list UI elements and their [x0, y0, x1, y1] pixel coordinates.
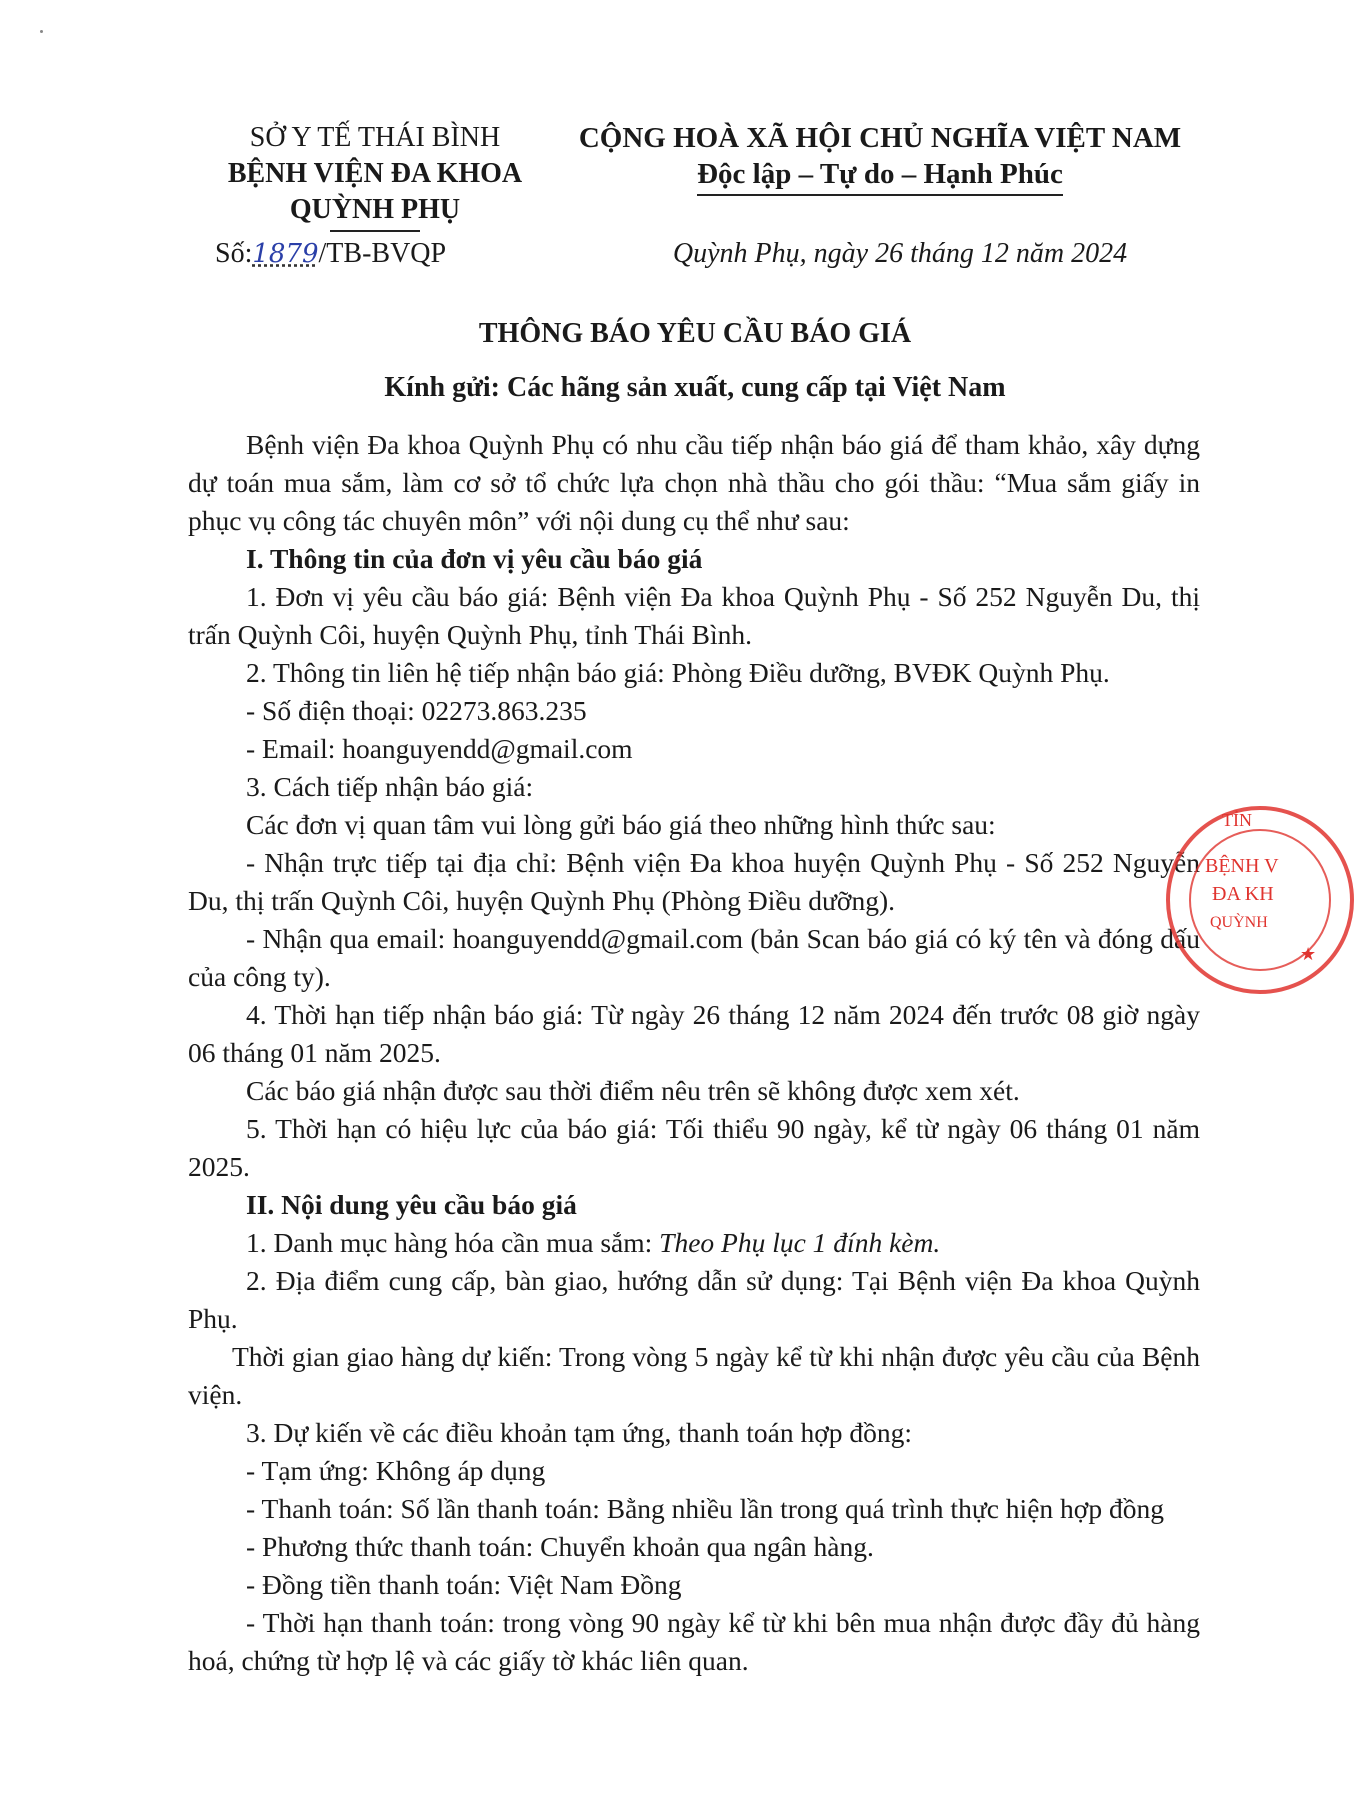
national-motto: Độc lập – Tự do – Hạnh Phúc [697, 156, 1063, 196]
stamp-text-top: TỈN [1222, 810, 1252, 830]
item-1-5: 5. Thời hạn có hiệu lực của báo giá: Tối thiểu 90 ngày, kể từ ngày 06 tháng 01 năm 2025. [188, 1113, 1200, 1182]
stamp-star-icon: ★ [1300, 944, 1317, 965]
issuer-name-line2: QUỲNH PHỤ [290, 192, 460, 228]
item-1-3: 3. Cách tiếp nhận báo giá: [246, 771, 534, 802]
item-2-1-value: Theo Phụ lục 1 đính kèm. [659, 1227, 941, 1258]
document-number [215, 238, 446, 270]
item-2-1-label: 1. Danh mục hàng hóa cần mua sắm: [246, 1227, 660, 1258]
item-1-4: 4. Thời hạn tiếp nhận báo giá: Từ ngày 26 tháng 12 năm 2024 đến trước 08 giờ ngày 06 tháng 01 năm 2025. [188, 999, 1200, 1068]
intro-paragraph: Bệnh viện Đa khoa Quỳnh Phụ có nhu cầu tiếp nhận báo giá để tham khảo, xây dựng dự toán mua sắm, làm cơ sở tổ chức lựa chọn nhà thầu cho gói thầu: “Mua sắm giấy in phục vụ công tác chuyên môn” với nội dung cụ thể như sau: [188, 429, 1200, 536]
advance-line: - Tạm ứng: Không áp dụng [246, 1455, 546, 1486]
section-1-heading: I. Thông tin của đơn vị yêu cầu báo giá [246, 543, 703, 574]
doc-no-prefix: Số: [215, 238, 253, 269]
email-line: - Email: hoanguyendd@gmail.com [246, 733, 633, 764]
item-1-3-direct: - Nhận trực tiếp tại địa chỉ: Bệnh viện Đa khoa huyện Quỳnh Phụ - Số 252 Nguyễn Du, thị trấn Quỳnh Côi, huyện Quỳnh Phụ (Phòng Điều dưỡng). [188, 847, 1200, 916]
document-body [188, 426, 1200, 1680]
section-2-heading: II. Nội dung yêu cầu báo giá [246, 1189, 577, 1220]
stamp-text-1: BỆNH V [1205, 855, 1279, 877]
scan-speck [40, 30, 43, 33]
red-seal-stamp [1160, 800, 1360, 1000]
greeting: Kính gửi: Các hãng sản xuất, cung cấp tại Việt Nam [384, 372, 1006, 403]
doc-no-handwritten: 1879 [252, 239, 319, 269]
document-title: THÔNG BÁO YÊU CẦU BÁO GIÁ [478, 318, 912, 349]
payment-term-line: - Thời hạn thanh toán: trong vòng 90 ngày kể từ khi bên mua nhận được đầy đủ hàng hoá, chứng từ hợp lệ và các giấy tờ khác liên quan. [188, 1607, 1200, 1676]
stamp-text-2: ĐA KH [1212, 883, 1274, 905]
item-1-1: 1. Đơn vị yêu cầu báo giá: Bệnh viện Đa khoa Quỳnh Phụ - Số 252 Nguyễn Du, thị trấn Quỳnh Côi, huyện Quỳnh Phụ, tỉnh Thái Bình. [188, 581, 1200, 650]
phone-line: - Số điện thoại: 02273.863.235 [246, 695, 587, 726]
document-date: Quỳnh Phụ, ngày 26 tháng 12 năm 2024 [672, 238, 1128, 269]
national-heading [560, 120, 1200, 196]
item-1-4-note: Các báo giá nhận được sau thời điểm nêu trên sẽ không được xem xét. [246, 1075, 1020, 1106]
payment-method-line: - Phương thức thanh toán: Chuyển khoản qua ngân hàng. [246, 1531, 874, 1562]
item-2-2-delivery: Thời gian giao hàng dự kiến: Trong vòng 5 ngày kể từ khi nhận được yêu cầu của Bệnh viện. [188, 1341, 1200, 1410]
item-1-3-intro: Các đơn vị quan tâm vui lòng gửi báo giá theo những hình thức sau: [246, 809, 996, 840]
currency-line: - Đồng tiền thanh toán: Việt Nam Đồng [246, 1569, 682, 1600]
item-2-3: 3. Dự kiến về các điều khoản tạm ứng, thanh toán hợp đồng: [246, 1417, 913, 1448]
item-2-2: 2. Địa điểm cung cấp, bàn giao, hướng dẫn sử dụng: Tại Bệnh viện Đa khoa Quỳnh Phụ. [188, 1265, 1200, 1334]
doc-no-suffix: /TB-BVQP [318, 238, 447, 269]
item-2-1 [188, 1224, 1200, 1262]
item-1-2: 2. Thông tin liên hệ tiếp nhận báo giá: Phòng Điều dưỡng, BVĐK Quỳnh Phụ. [246, 657, 1110, 688]
nation-name: CỘNG HOÀ XÃ HỘI CHỦ NGHĨA VIỆT NAM [578, 122, 1182, 154]
item-1-3-email: - Nhận qua email: hoanguyendd@gmail.com (bản Scan báo giá có ký tên và đóng dấu của công ty). [188, 923, 1200, 992]
issuer-block [190, 120, 560, 228]
issuer-parent: SỞ Y TẾ THÁI BÌNH [249, 122, 501, 153]
payment-line: - Thanh toán: Số lần thanh toán: Bằng nhiều lần trong quá trình thực hiện hợp đồng [246, 1493, 1164, 1524]
issuer-name: BỆNH VIỆN ĐA KHOA [227, 158, 523, 189]
stamp-text-3: QUỲNH [1210, 914, 1268, 931]
